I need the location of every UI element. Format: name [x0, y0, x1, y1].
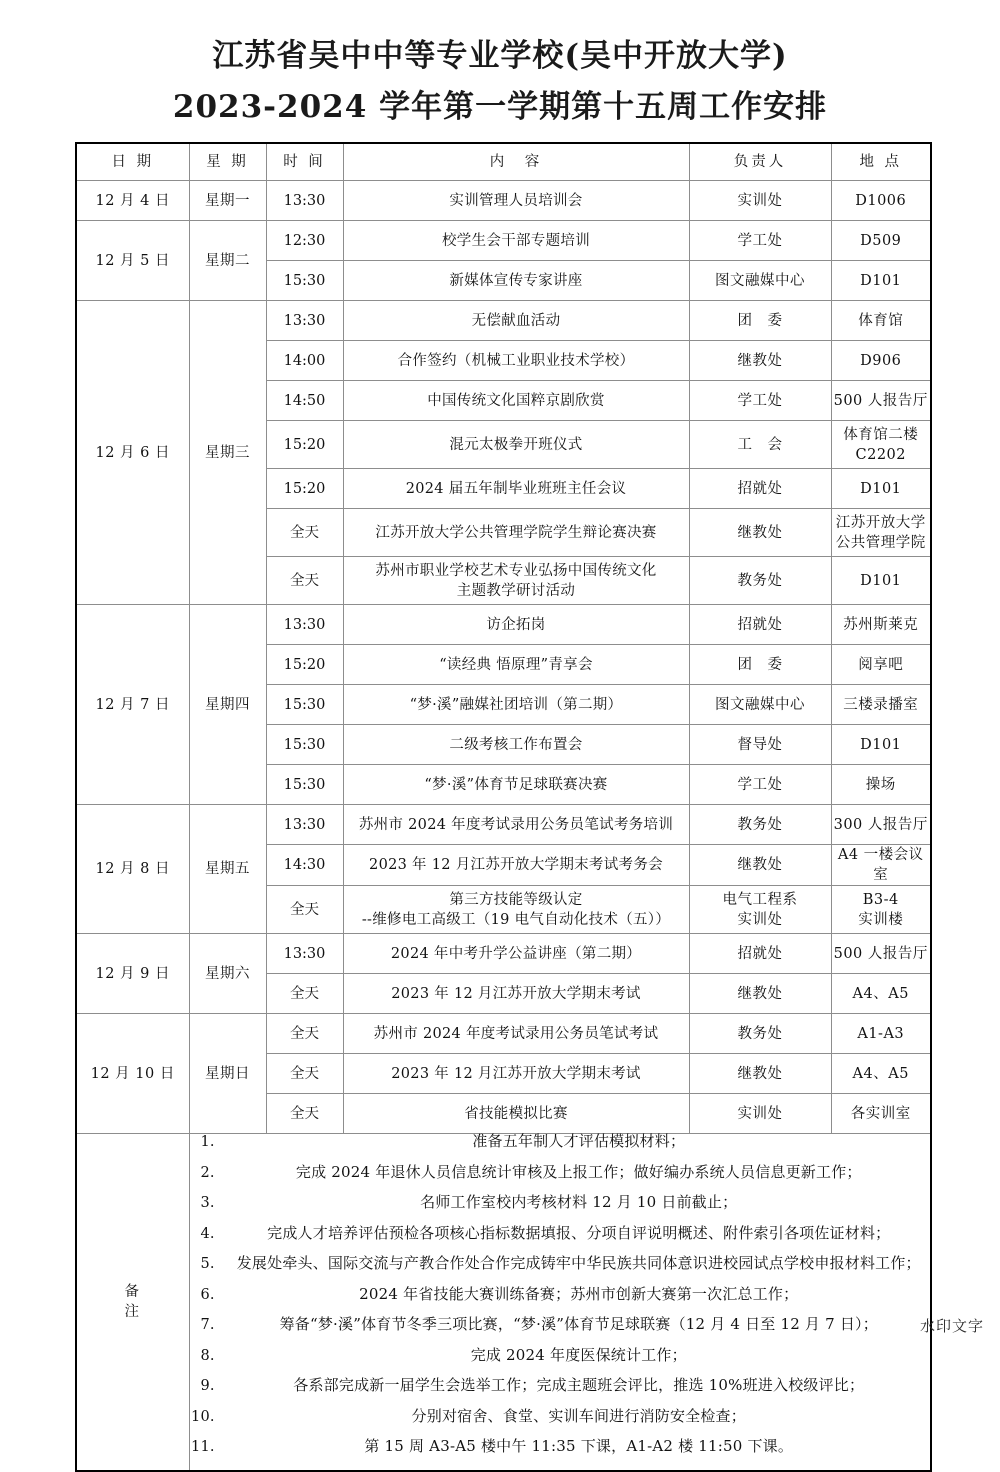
cell-place: 500 人报告厅	[831, 381, 931, 421]
cell-place: 500 人报告厅	[831, 934, 931, 974]
cell-time: 14:30	[266, 845, 343, 886]
page-title-line-2: 2023-2024 学年第一学期第十五周工作安排	[172, 88, 828, 125]
cell-owner: 图文融媒中心	[689, 685, 831, 725]
column-header-content: 内 容	[343, 143, 689, 181]
cell-owner: 学工处	[689, 765, 831, 805]
table-row	[76, 221, 931, 261]
cell-weekday: 星期三	[189, 301, 266, 605]
cell-owner: 学工处	[689, 381, 831, 421]
cell-owner: 继教处	[689, 845, 831, 886]
cell-time: 13:30	[266, 605, 343, 645]
cell-place: 江苏开放大学 公共管理学院	[831, 509, 931, 557]
table-row	[76, 605, 931, 645]
schedule-table-footer	[76, 1134, 931, 1471]
cell-time: 15:20	[266, 421, 343, 469]
cell-content: 合作签约（机械工业职业技术学校）	[343, 341, 689, 381]
cell-weekday: 星期一	[189, 181, 266, 221]
cell-content: 新媒体宣传专家讲座	[343, 261, 689, 301]
cell-owner: 督导处	[689, 725, 831, 765]
cell-owner: 继教处	[689, 509, 831, 557]
schedule-table-body	[76, 181, 931, 1134]
cell-owner: 工 会	[689, 421, 831, 469]
cell-time: 15:30	[266, 261, 343, 301]
schedule-table-wrapper	[75, 142, 930, 1472]
notes-list-item: 7. 筹备“梦·溪”体育节冬季三项比赛，“梦·溪”体育节足球联赛（12 月 4 日至 12 月 7 日）；	[220, 1317, 931, 1348]
column-header-place: 地 点	[831, 143, 931, 181]
cell-owner: 招就处	[689, 605, 831, 645]
cell-content: 苏州市 2024 年度考试录用公务员笔试考务培训	[343, 805, 689, 845]
column-header-time: 时 间	[266, 143, 343, 181]
cell-content: 苏州市职业学校艺术专业弘扬中国传统文化 主题教学研讨活动	[343, 557, 689, 605]
table-row	[76, 301, 931, 341]
cell-owner: 实训处	[689, 181, 831, 221]
cell-owner: 继教处	[689, 1054, 831, 1094]
cell-date: 12 月 4 日	[76, 181, 189, 221]
notes-list-item: 9. 各系部完成新一届学生会选举工作；完成主题班会评比，推选 10%班进入校级评比；	[220, 1378, 931, 1409]
cell-content: 2024 届五年制毕业班班主任会议	[343, 469, 689, 509]
cell-time: 全天	[266, 1014, 343, 1054]
cell-content: 江苏开放大学公共管理学院学生辩论赛决赛	[343, 509, 689, 557]
cell-owner: 招就处	[689, 934, 831, 974]
cell-content: 校学生会干部专题培训	[343, 221, 689, 261]
cell-place: 苏州斯莱克	[831, 605, 931, 645]
cell-time: 全天	[266, 886, 343, 934]
cell-time: 15:20	[266, 645, 343, 685]
cell-place: D101	[831, 725, 931, 765]
table-row	[76, 934, 931, 974]
cell-time: 13:30	[266, 181, 343, 221]
cell-content: 2024 年中考升学公益讲座（第二期）	[343, 934, 689, 974]
cell-content: 无偿献血活动	[343, 301, 689, 341]
notes-body-cell	[189, 1134, 931, 1471]
cell-place: 阅享吧	[831, 645, 931, 685]
cell-place: 300 人报告厅	[831, 805, 931, 845]
cell-weekday: 星期二	[189, 221, 266, 301]
cell-owner: 团 委	[689, 301, 831, 341]
notes-list-item: 11. 第 15 周 A3-A5 楼中午 11:35 下课，A1-A2 楼 11:50 下课。	[220, 1439, 931, 1470]
cell-content: 二级考核工作布置会	[343, 725, 689, 765]
cell-place: A4、A5	[831, 974, 931, 1014]
cell-date: 12 月 5 日	[76, 221, 189, 301]
cell-time: 15:30	[266, 765, 343, 805]
cell-time: 13:30	[266, 934, 343, 974]
cell-owner: 图文融媒中心	[689, 261, 831, 301]
cell-time: 全天	[266, 974, 343, 1014]
cell-place: 各实训室	[831, 1094, 931, 1134]
notes-list-item: 1. 准备五年制人才评估模拟材料；	[220, 1134, 931, 1165]
notes-list-item: 4. 完成人才培养评估预检各项核心指标数据填报、分项自评说明概述、附件索引各项佐证材料；	[220, 1226, 931, 1257]
cell-place: B3-4 实训楼	[831, 886, 931, 934]
cell-place: D906	[831, 341, 931, 381]
cell-content: 访企拓岗	[343, 605, 689, 645]
cell-place: 三楼录播室	[831, 685, 931, 725]
cell-owner: 招就处	[689, 469, 831, 509]
cell-content: 省技能模拟比赛	[343, 1094, 689, 1134]
column-header-weekday: 星 期	[189, 143, 266, 181]
notes-list	[190, 1134, 931, 1470]
page-title-line-1: 江苏省吴中中等专业学校(吴中开放大学)	[212, 38, 788, 74]
cell-content: “梦·溪”融媒社团培训（第二期）	[343, 685, 689, 725]
table-row	[76, 805, 931, 845]
notes-label-cell: 备 注	[76, 1134, 189, 1471]
table-row	[76, 181, 931, 221]
cell-weekday: 星期六	[189, 934, 266, 1014]
cell-content: 苏州市 2024 年度考试录用公务员笔试考试	[343, 1014, 689, 1054]
cell-place: D1006	[831, 181, 931, 221]
notes-list-item: 2. 完成 2024 年退休人员信息统计审核及上报工作；做好编办系统人员信息更新工作；	[220, 1165, 931, 1196]
cell-time: 全天	[266, 1094, 343, 1134]
cell-time: 14:00	[266, 341, 343, 381]
cell-weekday: 星期五	[189, 805, 266, 934]
cell-date: 12 月 10 日	[76, 1014, 189, 1134]
cell-time: 全天	[266, 1054, 343, 1094]
cell-time: 14:50	[266, 381, 343, 421]
cell-place: A4 一楼会议室	[831, 845, 931, 886]
cell-place: A4、A5	[831, 1054, 931, 1094]
notes-list-item: 6. 2024 年省技能大赛训练备赛；苏州市创新大赛第一次汇总工作；	[220, 1287, 931, 1318]
cell-owner: 教务处	[689, 805, 831, 845]
notes-list-item: 3. 名师工作室校内考核材料 12 月 10 日前截止；	[220, 1195, 931, 1226]
watermark-text: 水印文字	[919, 1317, 984, 1335]
weekly-schedule-table	[75, 142, 932, 1472]
cell-place: D101	[831, 469, 931, 509]
cell-owner: 电气工程系 实训处	[689, 886, 831, 934]
cell-time: 12:30	[266, 221, 343, 261]
cell-time: 15:30	[266, 685, 343, 725]
column-header-owner: 负责人	[689, 143, 831, 181]
cell-content: 第三方技能等级认定 --维修电工高级工（19 电气自动化技术（五））	[343, 886, 689, 934]
cell-owner: 团 委	[689, 645, 831, 685]
table-header-row	[76, 143, 931, 181]
cell-time: 全天	[266, 557, 343, 605]
cell-time: 15:30	[266, 725, 343, 765]
cell-owner: 实训处	[689, 1094, 831, 1134]
cell-content: “梦·溪”体育节足球联赛决赛	[343, 765, 689, 805]
cell-content: “读经典 悟原理”青享会	[343, 645, 689, 685]
cell-place: D101	[831, 261, 931, 301]
cell-place: D101	[831, 557, 931, 605]
table-row	[76, 1014, 931, 1054]
cell-weekday: 星期四	[189, 605, 266, 805]
notes-list-item: 5. 发展处牵头、国际交流与产教合作处合作完成铸牢中华民族共同体意识进校园试点学校申报材料工作；	[220, 1256, 931, 1287]
notes-list-item: 8. 完成 2024 年度医保统计工作；	[220, 1348, 931, 1379]
cell-content: 2023 年 12 月江苏开放大学期末考试	[343, 1054, 689, 1094]
cell-date: 12 月 8 日	[76, 805, 189, 934]
cell-owner: 教务处	[689, 1014, 831, 1054]
document-title-block	[0, 0, 1000, 130]
cell-time: 15:20	[266, 469, 343, 509]
cell-date: 12 月 7 日	[76, 605, 189, 805]
cell-content: 2023 年 12 月江苏开放大学期末考试	[343, 974, 689, 1014]
cell-place: 体育馆	[831, 301, 931, 341]
column-header-date: 日 期	[76, 143, 189, 181]
cell-owner: 教务处	[689, 557, 831, 605]
cell-content: 中国传统文化国粹京剧欣赏	[343, 381, 689, 421]
cell-owner: 继教处	[689, 341, 831, 381]
cell-time: 13:30	[266, 301, 343, 341]
cell-owner: 学工处	[689, 221, 831, 261]
cell-weekday: 星期日	[189, 1014, 266, 1134]
cell-date: 12 月 6 日	[76, 301, 189, 605]
cell-place: 体育馆二楼 C2202	[831, 421, 931, 469]
cell-owner: 继教处	[689, 974, 831, 1014]
cell-place: 操场	[831, 765, 931, 805]
cell-place: A1-A3	[831, 1014, 931, 1054]
cell-content: 实训管理人员培训会	[343, 181, 689, 221]
cell-date: 12 月 9 日	[76, 934, 189, 1014]
cell-time: 全天	[266, 509, 343, 557]
notes-row	[76, 1134, 931, 1471]
cell-place: D509	[831, 221, 931, 261]
notes-list-item: 10. 分别对宿舍、食堂、实训车间进行消防安全检查；	[220, 1409, 931, 1440]
cell-content: 2023 年 12 月江苏开放大学期末考试考务会	[343, 845, 689, 886]
cell-time: 13:30	[266, 805, 343, 845]
cell-content: 混元太极拳开班仪式	[343, 421, 689, 469]
